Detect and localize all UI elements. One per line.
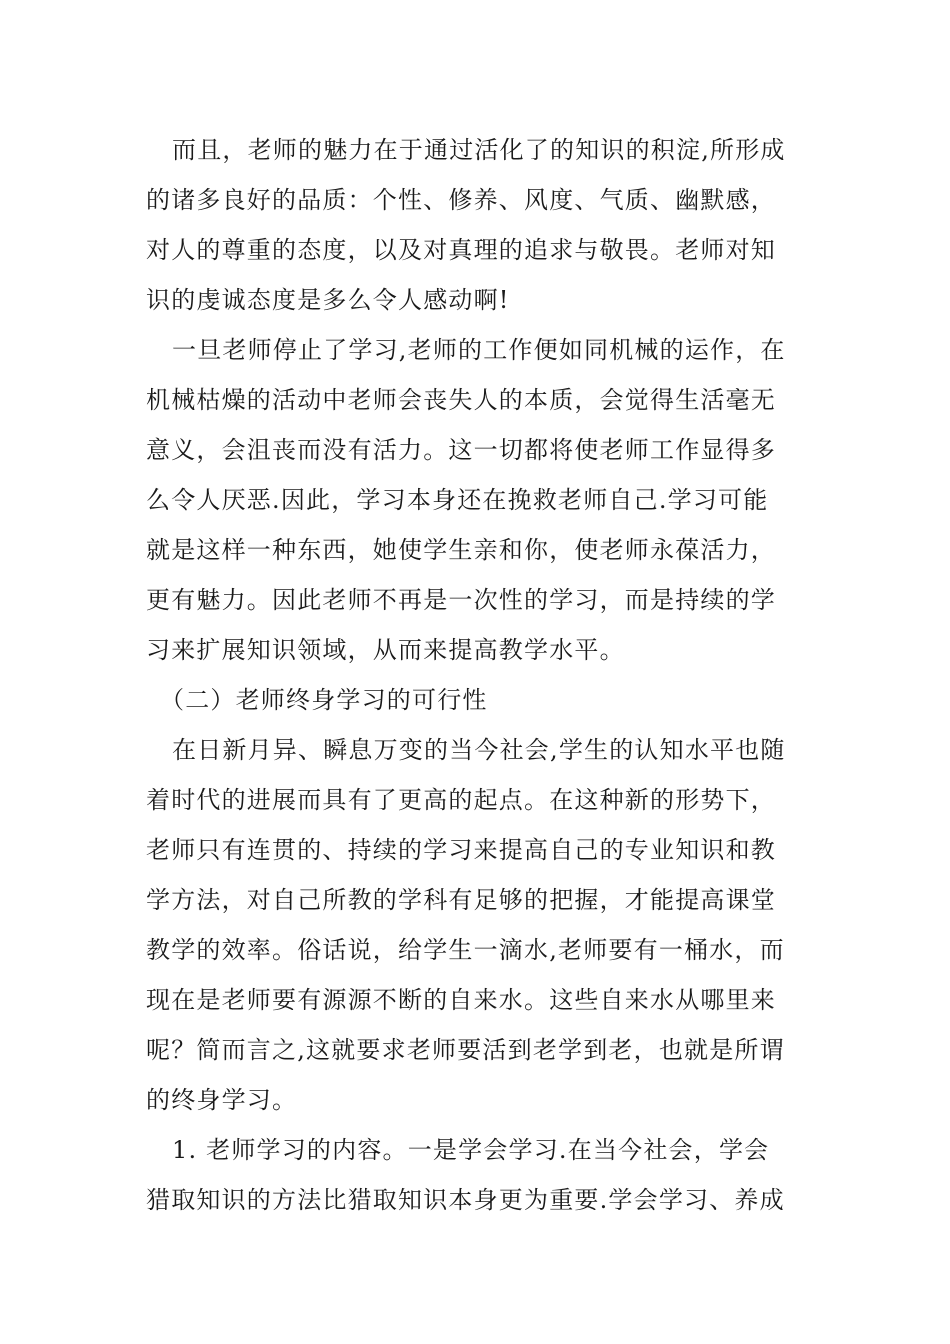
paragraph-line: 而且，老师的魅力在于通过活化了的知识的积淀,所形成 (172, 136, 786, 164)
paragraph-line: 一旦老师停止了学习,老师的工作便如同机械的运作，在 (172, 336, 786, 364)
paragraph-line: 呢？简而言之,这就要求老师要活到老学到老，也就是所谓 (146, 1036, 785, 1064)
paragraph-line: 现在是老师要有源源不断的自来水。这些自来水从哪里来 (146, 986, 776, 1014)
paragraph-line: 的终身学习。 (146, 1086, 298, 1114)
paragraph-line: 老师只有连贯的、持续的学习来提高自己的专业知识和教 (146, 836, 776, 864)
paragraph-line: 学方法，对自己所教的学科有足够的把握，才能提高课堂 (146, 886, 776, 914)
section-heading: （二）老师终身学习的可行性 (160, 686, 488, 714)
paragraph-line: 着时代的进展而具有了更高的起点。在这种新的形势下， (146, 786, 776, 814)
paragraph-line: 意义，会沮丧而没有活力。这一切都将使老师工作显得多 (146, 436, 776, 464)
paragraph-line: 识的虔诚态度是多么令人感动啊! (146, 286, 510, 314)
paragraph-line: 的诸多良好的品质：个性、修养、风度、气质、幽默感， (146, 186, 776, 214)
paragraph-line: 1. 老师学习的内容。一是学会学习.在当今社会，学会 (172, 1136, 770, 1164)
paragraph-line: 就是这样一种东西，她使学生亲和你，使老师永葆活力， (146, 536, 776, 564)
paragraph-line: 教学的效率。俗话说，给学生一滴水,老师要有一桶水，而 (146, 936, 785, 964)
paragraph-line: 更有魅力。因此老师不再是一次性的学习，而是持续的学 (146, 586, 776, 614)
paragraph-line: 对人的尊重的态度，以及对真理的追求与敬畏。老师对知 (146, 236, 776, 264)
paragraph-line: 习来扩展知识领域，从而来提高教学水平。 (146, 636, 625, 664)
paragraph-line: 么令人厌恶.因此，学习本身还在挽救老师自己.学习可能 (146, 486, 769, 514)
paragraph-line: 在日新月异、瞬息万变的当今社会,学生的认知水平也随 (172, 736, 786, 764)
paragraph-line: 机械枯燥的活动中老师会丧失人的本质，会觉得生活毫无 (146, 386, 776, 414)
paragraph-line: 猎取知识的方法比猎取知识本身更为重要.学会学习、养成 (146, 1186, 785, 1214)
